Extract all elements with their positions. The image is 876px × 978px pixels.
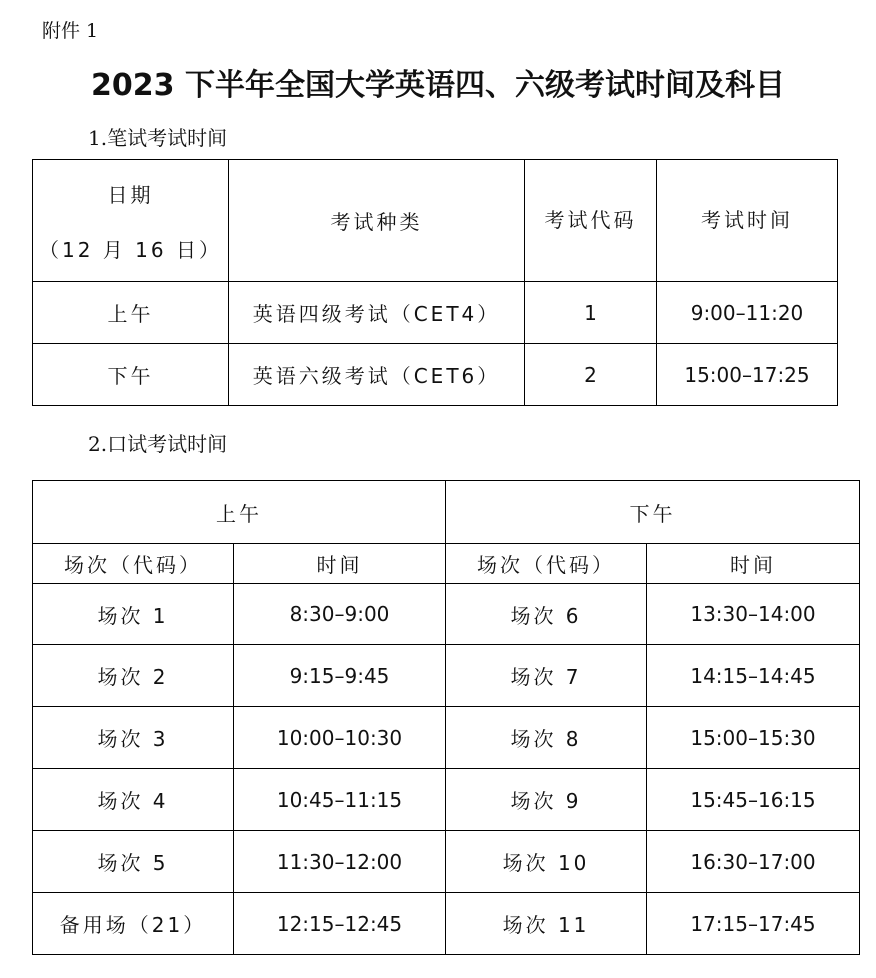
pm-time-cell: 14:15–14:45 [647, 645, 860, 707]
afternoon-header: 下午 [446, 481, 860, 544]
page-title: 2023 下半年全国大学英语四、六级考试时间及科目 [91, 68, 785, 103]
am-time-header: 时间 [234, 544, 446, 584]
oral-exam-table [32, 480, 860, 955]
pm-time-cell: 13:30–14:00 [647, 584, 860, 645]
exam-type-header: 考试种类 [229, 160, 525, 282]
pm-session-cell: 场次 7 [446, 645, 647, 707]
exam-time-cell: 15:00–17:25 [657, 344, 838, 406]
am-session-cell: 场次 5 [33, 831, 234, 893]
morning-header: 上午 [33, 481, 446, 544]
am-time-cell: 8:30–9:00 [234, 584, 446, 645]
exam-type-cell: 英语四级考试（CET4） [229, 282, 525, 344]
exam-type-cell: 英语六级考试（CET6） [229, 344, 525, 406]
table-row [33, 645, 860, 707]
am-session-cell: 场次 4 [33, 769, 234, 831]
table-row [33, 282, 838, 344]
table-header-row [33, 160, 838, 282]
date-header [33, 160, 229, 282]
am-session-header: 场次（代码） [33, 544, 234, 584]
pm-session-header: 场次（代码） [446, 544, 647, 584]
am-session-cell: 场次 3 [33, 707, 234, 769]
am-time-cell: 10:45–11:15 [234, 769, 446, 831]
date-header-label: 日期 [107, 182, 154, 207]
table-row [33, 584, 860, 645]
pm-time-cell: 15:00–15:30 [647, 707, 860, 769]
exam-time-cell: 9:00–11:20 [657, 282, 838, 344]
am-time-cell: 11:30–12:00 [234, 831, 446, 893]
am-time-cell: 10:00–10:30 [234, 707, 446, 769]
table-row [33, 344, 838, 406]
table-subheader-row [33, 544, 860, 584]
exam-code-cell: 2 [525, 344, 657, 406]
pm-time-header: 时间 [647, 544, 860, 584]
oral-section-title: 2.口试考试时间 [88, 432, 228, 456]
exam-code-header: 考试代码 [525, 160, 657, 282]
table-header-row [33, 481, 860, 544]
pm-time-cell: 16:30–17:00 [647, 831, 860, 893]
pm-time-cell: 15:45–16:15 [647, 769, 860, 831]
am-session-cell: 场次 1 [33, 584, 234, 645]
pm-session-cell: 场次 9 [446, 769, 647, 831]
written-section-title: 1.笔试考试时间 [88, 126, 228, 150]
am-time-cell: 9:15–9:45 [234, 645, 446, 707]
period-cell: 上午 [33, 282, 229, 344]
attachment-label: 附件 1 [42, 20, 99, 42]
pm-time-cell: 17:15–17:45 [647, 893, 860, 955]
written-exam-table [32, 159, 838, 406]
pm-session-cell: 场次 6 [446, 584, 647, 645]
pm-session-cell: 场次 11 [446, 893, 647, 955]
exam-time-header: 考试时间 [657, 160, 838, 282]
table-row [33, 707, 860, 769]
period-cell: 下午 [33, 344, 229, 406]
table-row [33, 769, 860, 831]
am-session-cell: 场次 2 [33, 645, 234, 707]
table-row [33, 831, 860, 893]
exam-code-cell: 1 [525, 282, 657, 344]
date-header-value: （12 月 16 日） [39, 237, 222, 262]
am-session-cell: 备用场（21） [33, 893, 234, 955]
am-time-cell: 12:15–12:45 [234, 893, 446, 955]
table-row [33, 893, 860, 955]
pm-session-cell: 场次 8 [446, 707, 647, 769]
pm-session-cell: 场次 10 [446, 831, 647, 893]
